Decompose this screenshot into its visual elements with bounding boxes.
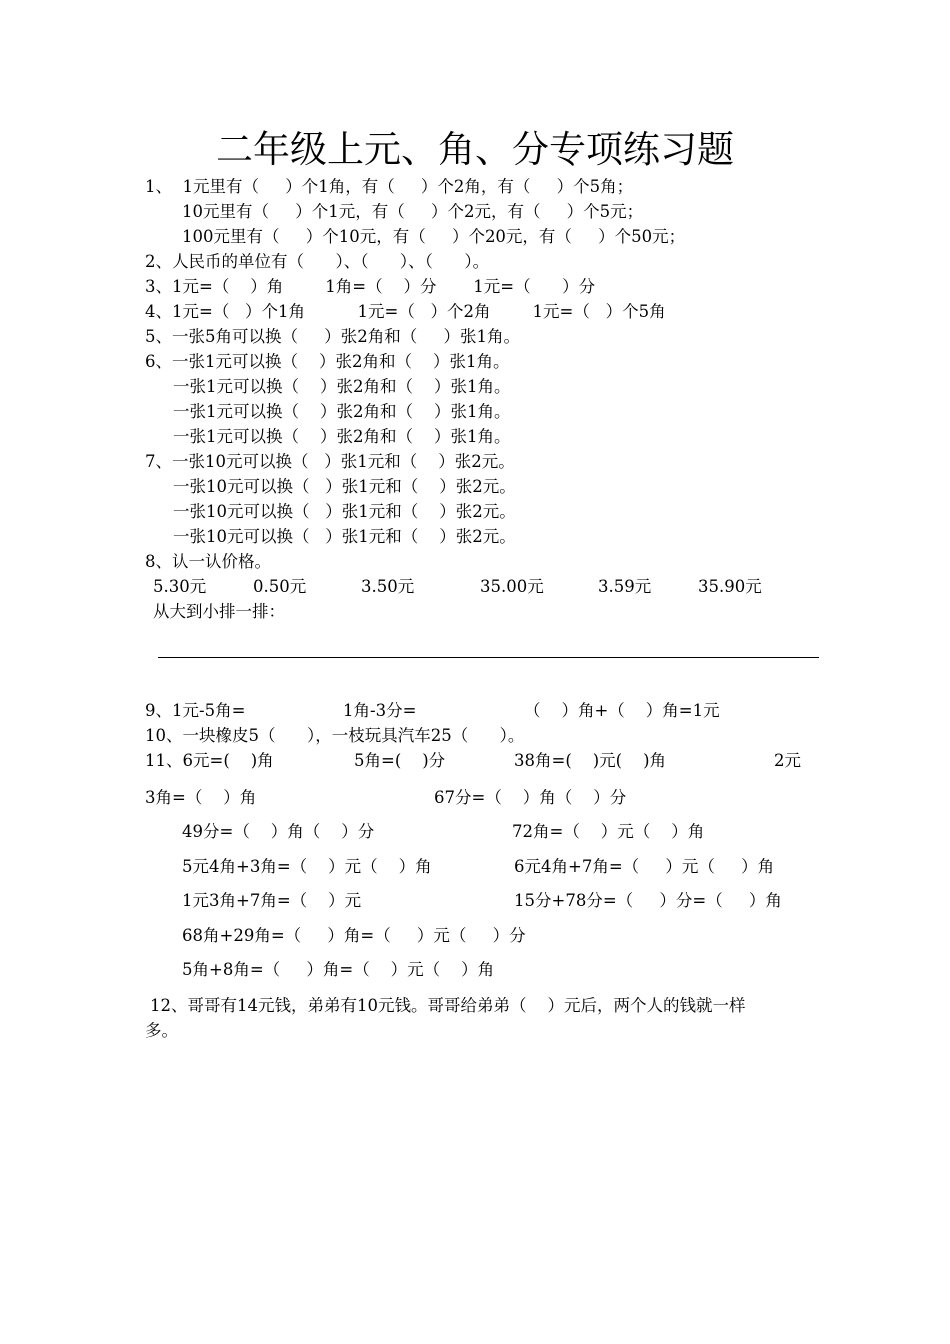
q6-line-4: 一张1元可以换（ ）张2角和（ ）张1角。 — [173, 427, 511, 446]
q10-line: 10、一块橡皮5（ ），一枝玩具汽车25（ ）。 — [145, 726, 525, 745]
q11-item: 15分+78分=（ ）分=（ ）角 — [514, 891, 782, 910]
q12-line-1: 12、哥哥有14元钱，弟弟有10元钱。哥哥给弟弟（ ）元后，两个人的钱就一样 — [150, 996, 746, 1015]
q7-line-2: 一张10元可以换（ ）张1元和（ ）张2元。 — [173, 477, 516, 496]
price-label: 5.30元 — [153, 577, 207, 596]
q11-item: 1元3角+7角=（ ）元 — [182, 891, 362, 910]
q3-line: 3、1元=（ ）角 1角=（ ）分 1元=（ ）分 — [145, 277, 596, 296]
price-label: 0.50元 — [253, 577, 307, 596]
q6-line-2: 一张1元可以换（ ）张2角和（ ）张1角。 — [173, 377, 511, 396]
q2-line: 2、人民币的单位有（ ）、（ ）、（ ）。 — [145, 252, 490, 271]
q7-line-4: 一张10元可以换（ ）张1元和（ ）张2元。 — [173, 527, 516, 546]
q11-item: 68角+29角=（ ）角=（ ）元（ ）分 — [182, 926, 526, 945]
worksheet-title: 二年级上元、角、分专项练习题 — [216, 128, 734, 171]
q8-instruction: 从大到小排一排： — [153, 602, 285, 621]
q11-item: 11、6元=( )角 — [145, 751, 274, 770]
q11-item: 67分=（ ）角（ ）分 — [434, 788, 627, 807]
answer-line — [158, 657, 819, 658]
price-label: 3.59元 — [598, 577, 652, 596]
q11-item: 5角=( )分 — [354, 751, 446, 770]
q6-line-3: 一张1元可以换（ ）张2角和（ ）张1角。 — [173, 402, 511, 421]
q5-line: 5、一张5角可以换（ ）张2角和（ ）张1角。 — [145, 327, 520, 346]
q11-item: 72角=（ ）元（ ）角 — [512, 822, 705, 841]
q1-line-1: 1、 1元里有（ ）个1角，有（ ）个2角，有（ ）个5角； — [145, 177, 634, 196]
q9-part-1: 9、1元-5角= — [145, 701, 246, 720]
q11-item: 5元4角+3角=（ ）元（ ）角 — [182, 857, 432, 876]
q11-item: 2元 — [774, 751, 801, 770]
q11-item: 38角=( )元( )角 — [514, 751, 667, 770]
q4-line: 4、1元=（ ）个1角 1元=（ ）个2角 1元=（ ）个5角 — [145, 302, 666, 321]
q7-line-1: 7、一张10元可以换（ ）张1元和（ ）张2元。 — [145, 452, 515, 471]
q11-item: 5角+8角=（ ）角=（ ）元（ ）角 — [182, 960, 495, 979]
q11-item: 6元4角+7角=（ ）元（ ）角 — [514, 857, 775, 876]
q1-line-3: 100元里有（ ）个10元，有（ ）个20元，有（ ）个50元； — [182, 227, 686, 246]
q7-line-3: 一张10元可以换（ ）张1元和（ ）张2元。 — [173, 502, 516, 521]
q9-part-2: 1角-3分= — [343, 701, 417, 720]
price-label: 3.50元 — [361, 577, 415, 596]
q11-item: 3角=（ ）角 — [145, 788, 257, 807]
q9-part-3: （ ）角+（ ）角=1元 — [524, 701, 720, 720]
price-label: 35.00元 — [480, 577, 544, 596]
price-label: 35.90元 — [698, 577, 762, 596]
q12-line-2: 多。 — [145, 1021, 178, 1040]
q8-prompt: 8、认一认价格。 — [145, 552, 271, 571]
q11-item: 49分=（ ）角（ ）分 — [182, 822, 375, 841]
q6-line-1: 6、一张1元可以换（ ）张2角和（ ）张1角。 — [145, 352, 510, 371]
q1-line-2: 10元里有（ ）个1元，有（ ）个2元，有（ ）个5元； — [182, 202, 644, 221]
